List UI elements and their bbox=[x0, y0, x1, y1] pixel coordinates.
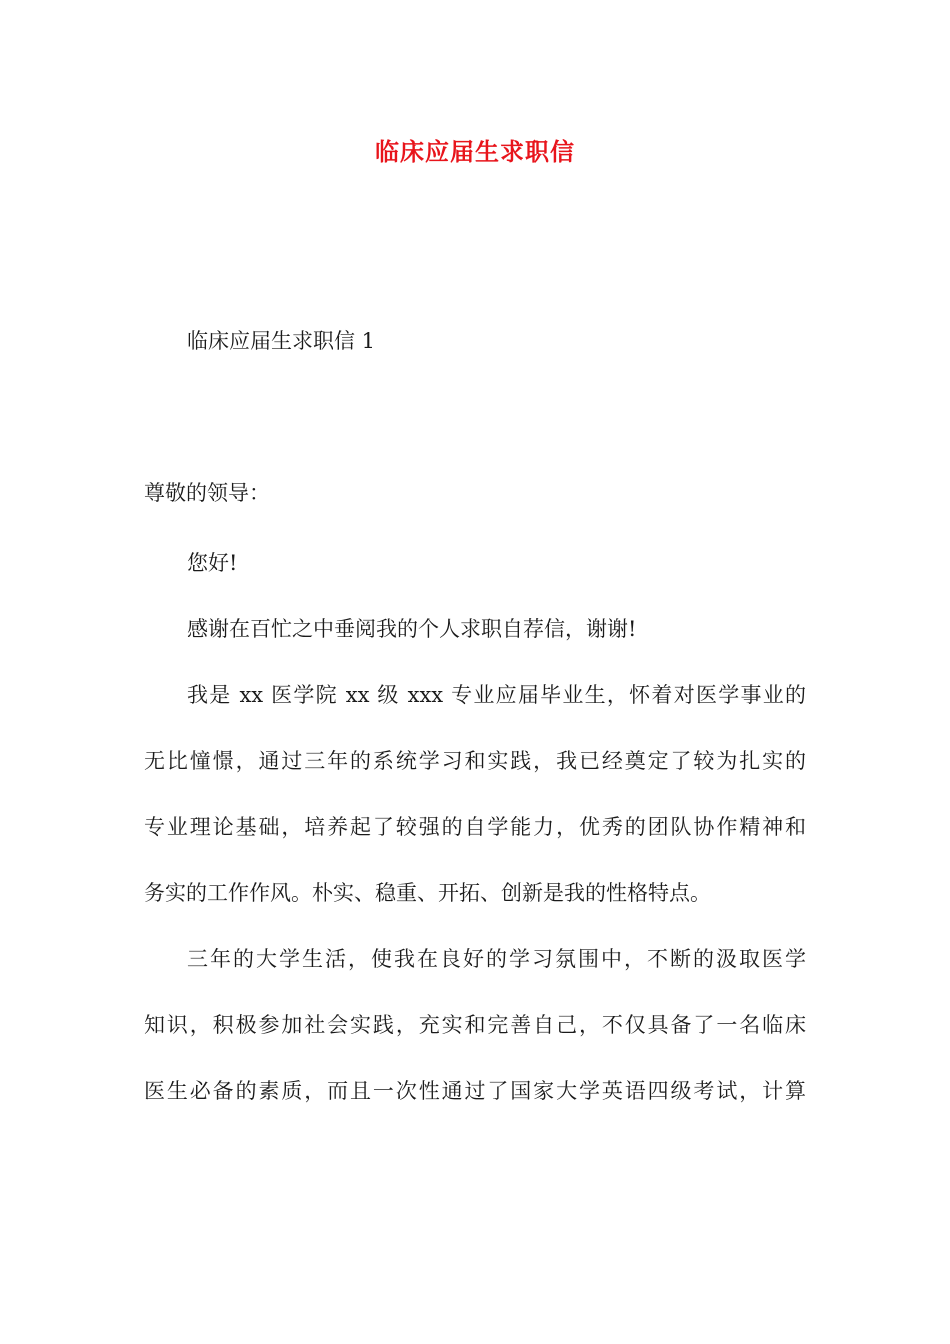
letter-subtitle: 临床应届生求职信 1 bbox=[187, 329, 376, 353]
body-line: 我是 xx 医学院 xx 级 xxx 专业应届毕业生，怀着对医学事业的 bbox=[187, 683, 806, 707]
body-line: 感谢在百忙之中垂阅我的个人求职自荐信，谢谢! bbox=[187, 617, 637, 641]
body-line: 知识，积极参加社会实践，充实和完善自己，不仅具备了一名临床 bbox=[144, 1013, 806, 1037]
letter-body bbox=[144, 548, 806, 1142]
body-line: 务实的工作作风。朴实、稳重、开拓、创新是我的性格特点。 bbox=[144, 881, 711, 905]
body-line: 无比憧憬，通过三年的系统学习和实践，我已经奠定了较为扎实的 bbox=[144, 749, 806, 773]
body-line: 医生必备的素质，而且一次性通过了国家大学英语四级考试，计算 bbox=[144, 1079, 806, 1103]
document-title: 临床应届生求职信 bbox=[375, 137, 575, 166]
body-line: 您好! bbox=[187, 551, 238, 575]
body-line: 专业理论基础，培养起了较强的自学能力，优秀的团队协作精神和 bbox=[144, 815, 806, 839]
body-line: 三年的大学生活，使我在良好的学习氛围中，不断的汲取医学 bbox=[187, 947, 806, 971]
salutation: 尊敬的领导： bbox=[144, 481, 270, 505]
